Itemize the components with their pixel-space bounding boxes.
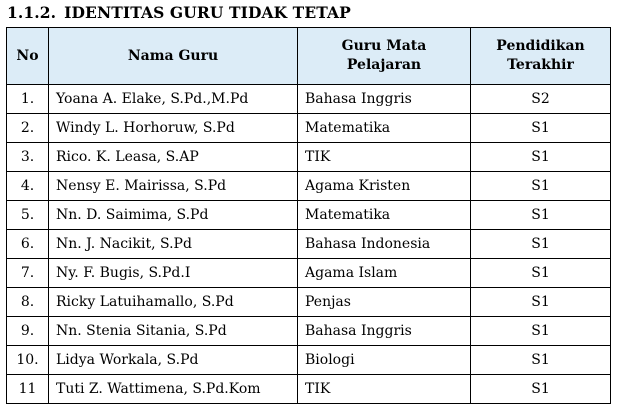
cell-nama-guru: Yoana A. Elake, S.Pd.,M.Pd xyxy=(49,85,298,114)
section-title: IDENTITAS GURU TIDAK TETAP xyxy=(64,3,351,22)
cell-mata-pelajaran: Penjas xyxy=(298,288,471,317)
cell-mata-pelajaran: Bahasa Inggris xyxy=(298,85,471,114)
cell-no: 3. xyxy=(7,143,49,172)
section-heading xyxy=(7,3,351,22)
cell-pendidikan: S1 xyxy=(471,259,611,288)
cell-pendidikan: S1 xyxy=(471,114,611,143)
cell-mata-pelajaran: TIK xyxy=(298,375,471,404)
cell-pendidikan: S1 xyxy=(471,143,611,172)
cell-nama-guru: Rico. K. Leasa, S.AP xyxy=(49,143,298,172)
cell-mata-pelajaran: Matematika xyxy=(298,201,471,230)
header-guru-mata-pelajaran xyxy=(298,28,471,85)
cell-nama-guru: Nn. Stenia Sitania, S.Pd xyxy=(49,317,298,346)
header-pendidikan-line1: Pendidikan xyxy=(496,38,585,54)
cell-mata-pelajaran: Agama Islam xyxy=(298,259,471,288)
cell-no: 9. xyxy=(7,317,49,346)
section-number: 1.1.2. xyxy=(7,3,57,22)
cell-no: 11 xyxy=(7,375,49,404)
cell-no: 2. xyxy=(7,114,49,143)
cell-pendidikan: S1 xyxy=(471,375,611,404)
cell-no: 4. xyxy=(7,172,49,201)
header-mapel-line2: Pelajaran xyxy=(346,57,422,73)
table-row xyxy=(7,288,611,317)
table-row xyxy=(7,143,611,172)
header-no: No xyxy=(7,28,49,85)
table-row xyxy=(7,114,611,143)
cell-mata-pelajaran: Bahasa Inggris xyxy=(298,317,471,346)
cell-no: 7. xyxy=(7,259,49,288)
cell-pendidikan: S2 xyxy=(471,85,611,114)
cell-pendidikan: S1 xyxy=(471,201,611,230)
cell-mata-pelajaran: Bahasa Indonesia xyxy=(298,230,471,259)
cell-pendidikan: S1 xyxy=(471,346,611,375)
cell-nama-guru: Nn. J. Nacikit, S.Pd xyxy=(49,230,298,259)
table-row xyxy=(7,230,611,259)
header-pendidikan-line2: Terakhir xyxy=(507,57,574,73)
cell-nama-guru: Windy L. Horhoruw, S.Pd xyxy=(49,114,298,143)
teacher-table xyxy=(6,27,611,404)
cell-no: 1. xyxy=(7,85,49,114)
cell-pendidikan: S1 xyxy=(471,230,611,259)
cell-no: 10. xyxy=(7,346,49,375)
cell-nama-guru: Ricky Latuihamallo, S.Pd xyxy=(49,288,298,317)
cell-nama-guru: Ny. F. Bugis, S.Pd.I xyxy=(49,259,298,288)
table-row xyxy=(7,375,611,404)
cell-mata-pelajaran: Biologi xyxy=(298,346,471,375)
header-pendidikan-terakhir xyxy=(471,28,611,85)
cell-nama-guru: Nensy E. Mairissa, S.Pd xyxy=(49,172,298,201)
table-row xyxy=(7,85,611,114)
cell-pendidikan: S1 xyxy=(471,172,611,201)
cell-mata-pelajaran: Matematika xyxy=(298,114,471,143)
header-mapel-line1: Guru Mata xyxy=(341,38,427,54)
cell-mata-pelajaran: TIK xyxy=(298,143,471,172)
header-nama-guru: Nama Guru xyxy=(49,28,298,85)
table-row xyxy=(7,259,611,288)
cell-no: 8. xyxy=(7,288,49,317)
cell-nama-guru: Nn. D. Saimima, S.Pd xyxy=(49,201,298,230)
cell-mata-pelajaran: Agama Kristen xyxy=(298,172,471,201)
cell-pendidikan: S1 xyxy=(471,288,611,317)
cell-no: 5. xyxy=(7,201,49,230)
table-row xyxy=(7,201,611,230)
cell-pendidikan: S1 xyxy=(471,317,611,346)
cell-no: 6. xyxy=(7,230,49,259)
cell-nama-guru: Lidya Workala, S.Pd xyxy=(49,346,298,375)
table-row xyxy=(7,317,611,346)
table-row xyxy=(7,346,611,375)
table-row xyxy=(7,172,611,201)
cell-nama-guru: Tuti Z. Wattimena, S.Pd.Kom xyxy=(49,375,298,404)
table-header-row xyxy=(7,28,611,85)
